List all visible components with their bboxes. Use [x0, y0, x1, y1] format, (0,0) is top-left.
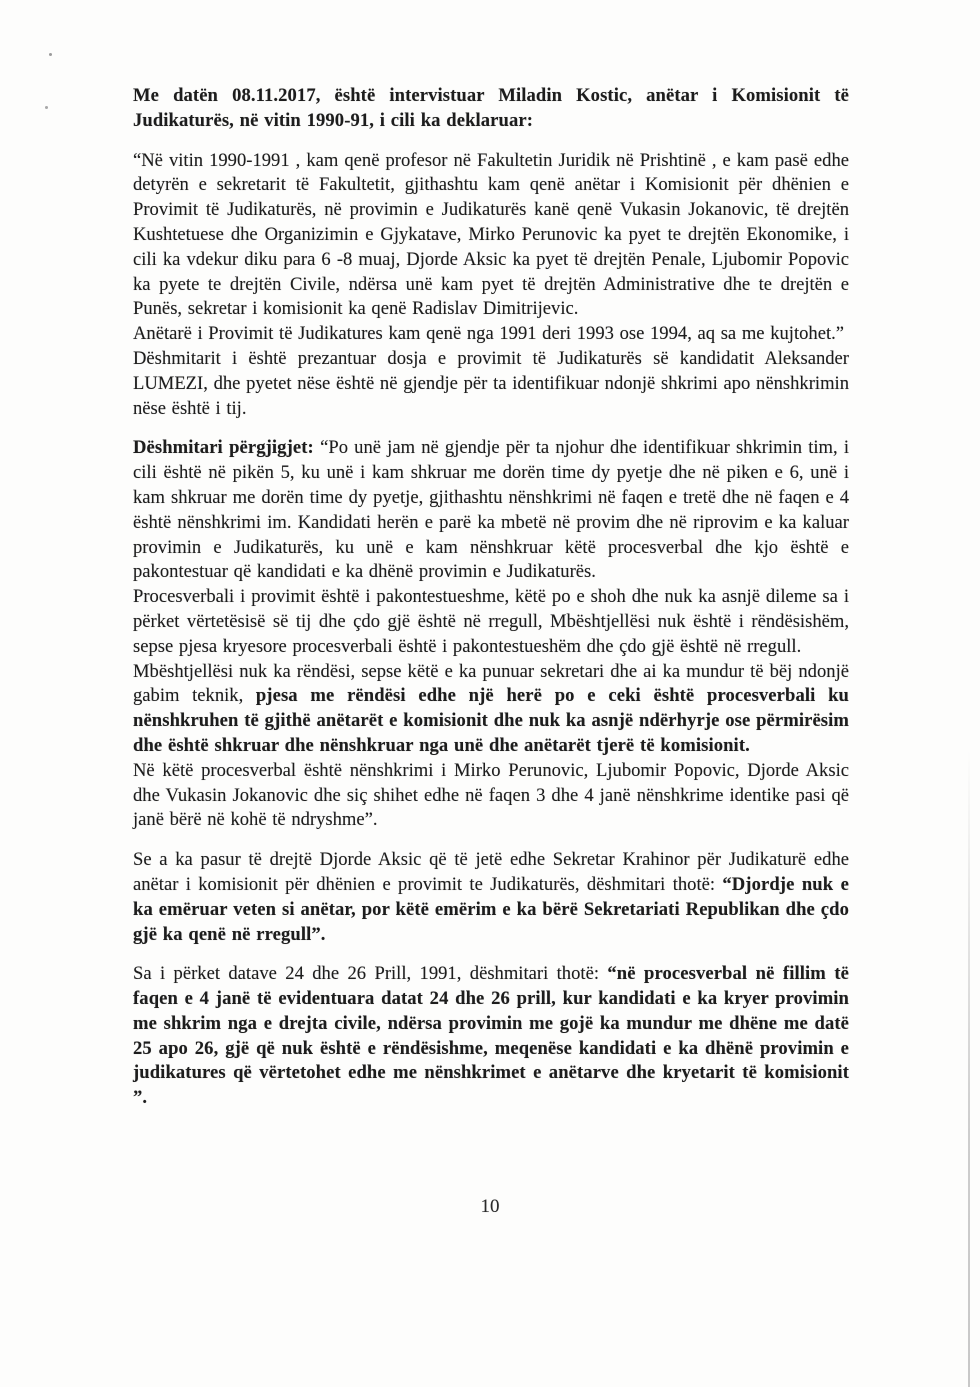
text-run: Anëtarë i Provimit të Judikatures kam qenë nga 1991 deri 1993 ose 1994, aq sa me kujtohet.”: [133, 323, 845, 345]
text-run: Procesverbali i provimit është i pakontestueshme, këtë po e shoh dhe nuk ka asnjë dileme sa i përket vërtetësisë së tij dhe çdo gjë është në rregull, Mbështjellësi nuk është i rëndësishëm, sepse pjesa kryesore procesverbali është i pakontestueshëm dhe çdo gjë është në rregull.: [133, 586, 849, 657]
text-run: Dëshmitarit i është prezantuar dosja e provimit të Judikaturës së kandidatit Aleksander LUMEZI, dhe pyetet nëse është në gjendje për ta identifikuar ndonjë shkrimi apo nënshkrimin nëse është i tij.: [133, 347, 849, 419]
document-body: [133, 84, 849, 1111]
text-run: “Po unë jam në gjendje për ta njohur dhe identifikuar shkrimin tim, i cili është në pikën 5, ku unë i kam shkruar me dorën time dy pyetje dhe në piken e 6, unë i kam shkruar me dorën time dy pyetje, gjithashtu nënshkrimi në faqen e tretë dhe në faqen e 4 është nënshkrimi im. Kandidati herën e parë ka mbetë në provim dhe në riprovim e ka kaluar provimin e Judikaturës, ku unë e kam nënshkruar këtë procesverbal dhe kjo është e pakontestuar që kandidati e ka dhënë provimin e Judikaturës.: [133, 437, 850, 583]
scan-artifact-dot: [49, 53, 52, 56]
paragraph: [133, 149, 849, 323]
text-run: Se a ka pasur të drejtë Djorde Aksic që të jetë edhe Sekretar Krahinor për Judikaturë edhe anëtar i komisionit për dhënien e provimit te Judikaturës, dëshmitari thotë:: [133, 849, 849, 895]
text-run: “Djordje nuk e ka emëruar veten si anëtar, por këtë emërim e ka bërë Sekretariati Republikan dhe çdo gjë ka qenë në rregull”.: [133, 873, 849, 945]
paragraph: [133, 322, 849, 347]
paragraph: [133, 660, 849, 759]
scan-artifact-dot: [45, 106, 48, 109]
text-run: Në këtë procesverbal është nënshkrimi i Mirko Perunovic, Ljubomir Popovic, Djorde Aksic dhe Vukasin Jokanovic dhe siç shihet edhe në faqen 3 dhe 4 janë nënshkrime identike pasi që janë bërë në kohë të ndryshme”.: [133, 759, 849, 831]
paragraph: [133, 585, 849, 659]
paragraph: [133, 347, 849, 421]
scan-artifact-line: [968, 750, 970, 1387]
text-run: Mbështjellësi nuk ka rëndësi, sepse këtë e ka punuar sekretari dhe ai ka mundur të bëj ndonjë gabim teknik,: [133, 660, 849, 707]
paragraph: [133, 436, 849, 585]
text-run: Dëshmitari përgjigjet:: [133, 437, 321, 459]
text-run: pjesa me rëndësi edhe një herë po e ceki është procesverbali ku nënshkruhen të gjithë anëtarët e komisionit dhe nuk ka asnjë ndërhyrje ose përmirësim dhe është shkruar dhe nënshkruar nga unë dhe anëtarët tjerë të komisionit.: [133, 685, 849, 756]
text-run: Me datën 08.11.2017, është intervistuar Miladin Kostic, anëtar i Komisionit të Judikaturës, në vitin 1990-91, i cili ka deklaruar:: [133, 85, 849, 131]
paragraph: [133, 759, 849, 833]
text-run: Sa i përket datave 24 dhe 26 Prill, 1991, dëshmitari thotë:: [133, 963, 608, 985]
text-run: “në procesverbal në fillim të faqen e 4 janë të evidentuara datat 24 dhe 26 prill, kur kandidati e ka kryer provimin me shkrim nga e drejta civile, ndërsa provimin me gojë ka mundur me dhëne me datë 25 apo 26, gjë që nuk është e rëndësishme, meqenëse kandidati e ka dhënë provimin e judikatures që vërtetohet edhe me nënshkrimet e anëtarve dhe kryetarit të komisionit ”.: [133, 963, 849, 1109]
text-run: “Në vitin 1990-1991 , kam qenë profesor në Fakultetin Juridik në Prishtinë , e kam pasë edhe detyrën e sekretarit të Fakultetit, gjithashtu kam qenë anëtar i Komisionit për dhënien e Provimit të Judikaturës, në provimin e Judikaturës kanë qenë Vukasin Jokanovic, të drejtën Kushtetuese dhe Organizimin e Gjykatave, Mirko Perunovic ka pyet te drejtën Ekonomike, i cili ka vdekur diku para 6 -8 muaj, Djorde Aksic ka pyet të drejtën Penale, Ljubomir Popovic ka pyete te drejtën Civile, ndërsa unë kam pyet të drejtën Administrative dhe te drejtën e Punës, sekretar i komisionit ka qenë Radislav Dimitrijevic.: [133, 149, 849, 320]
heading-paragraph: [133, 84, 849, 134]
page-number: 10: [480, 1196, 500, 1217]
paragraph: [133, 848, 849, 947]
paragraph: [133, 962, 849, 1111]
